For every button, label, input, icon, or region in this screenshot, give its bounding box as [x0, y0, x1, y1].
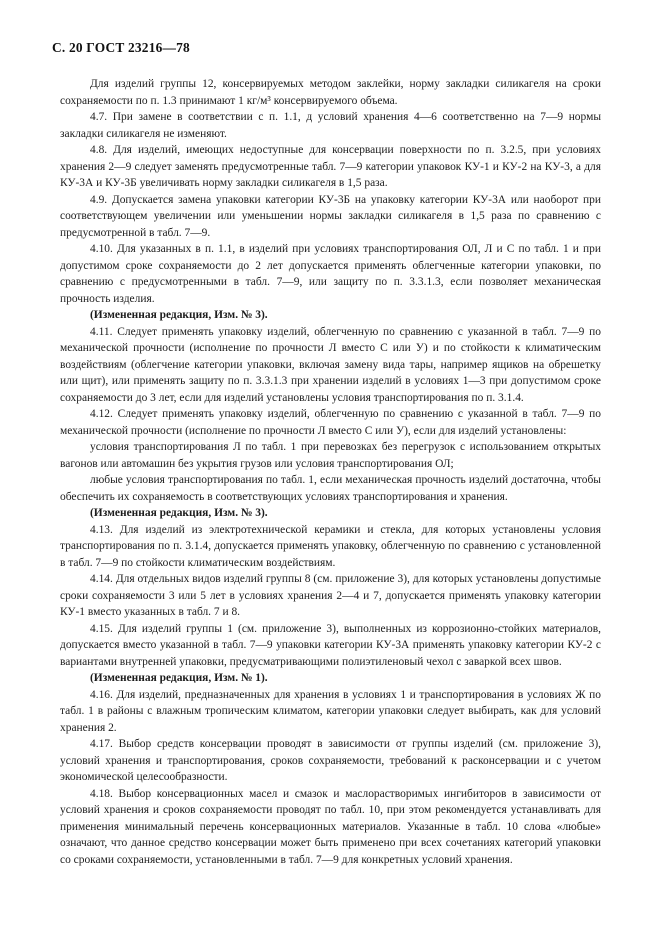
amendment-note: (Измененная редакция, Изм. № 3). — [90, 309, 268, 321]
paragraph-4-8: 4.8. Для изделий, имеющих недоступные для консервации поверхности по п. 3.2.5, при условиях хранения 2—9 следует заменять предусмотренные табл. 7—9 категории упаковок КУ-1 и КУ-2 на КУ-3, а для КУ-3А и КУ-3Б увеличивать норму закладки силикагеля в 1,5 раза. — [60, 144, 601, 189]
paragraph-4-15: 4.15. Для изделий группы 1 (см. приложение 3), выполненных из коррозионно-стойких материалов, допускается вместо указанной в табл. 7—9 упаковки категории КУ-3А применять упаковку категории КУ-2 с вариантами внутренней упаковки, предусматривающими полиэтиленовый чехол с заваркой всех швов. — [60, 622, 601, 668]
amendment-note: (Измененная редакция, Изм. № 3). — [90, 507, 268, 519]
paragraph-4-12-item-1: условия транспортирования Л по табл. 1 при перевозках без перегрузок с использованием открытых вагонов или автомашин без укрытия грузов или условия транспортирования ОЛ; — [60, 441, 601, 470]
paragraph-4-7: 4.7. При замене в соответствии с п. 1.1, д условий хранения 4—6 соответственно на 7—9 нормы закладки силикагеля не изменяют. — [60, 111, 601, 140]
paragraph-4-14: 4.14. Для отдельных видов изделий группы 8 (см. приложение 3), для которых установлены допустимые сроки сохраняемости 3 или 5 лет в условиях хранения 2—4 и 7, допускается применять упаковку категории КУ-1 вместо указанных в табл. 7 и 8. — [60, 573, 601, 618]
paragraph-4-9: 4.9. Допускается замена упаковки категории КУ-3Б на упаковку категории КУ-3А или наоборот при соответствующем увеличении или уменьшении нормы закладки силикагеля в 1,5 раза по сравнению с предусмотренной в табл. 7—9. — [60, 193, 601, 239]
paragraph-4-12-item-2: любые условия транспортирования по табл. 1, если механическая прочность изделий достаточна, чтобы обеспечить их сохраняемость в соответствующих условиях транспортирования и хранения. — [60, 474, 601, 503]
amendment-note: (Измененная редакция, Изм. № 1). — [90, 672, 268, 684]
paragraph-4-10: 4.10. Для указанных в п. 1.1, в изделий при условиях транспортирования ОЛ, Л и С по табл. 1 и при допустимом сроке сохраняемости до 2 лет допускается применять облегченные категории упаковки, по сравнению с предусмотренными в табл. 7—9, или защиту по п. 3.3.1.3, если позволяет механическая прочность изделия. — [60, 243, 601, 305]
paragraph-4-18: 4.18. Выбор консервационных масел и смазок и маслорастворимых ингибиторов в зависимости от условий хранения и сроков сохраняемости проводят по табл. 10, при этом рекомендуется устанавливать для применения минимальный перечень консервационных материалов. Указанные в табл. 10 слова «любые» означают, что данное средство консервации может быть применено при всех сочетаниях категорий упаковки со сроками сохраняемости, установленными в табл. 7—9 для конкретных условий хранения. — [60, 787, 601, 866]
document-body — [60, 76, 601, 868]
paragraph-4-12: 4.12. Следует применять упаковку изделий, облегченную по сравнению с указанной в табл. 7—9 по механической прочности (исполнение по прочности Л вместо С или У), если для изделий установлены: — [60, 408, 601, 437]
page-header: С. 20 ГОСТ 23216—78 — [52, 40, 190, 55]
paragraph-4-13: 4.13. Для изделий из электротехнической керамики и стекла, для которых установлены условия транспортирования по п. 3.1.4, допускается применять упаковку, облегченную по сравнению с установленной в табл. 7—9 по стойкости климатическим воздействиям. — [60, 523, 601, 569]
paragraph-4-17: 4.17. Выбор средств консервации проводят в зависимости от группы изделий (см. приложение 3), условий хранения и транспортирования, сроков сохраняемости, требований к расконсервации и с учетом экономической целесообразности. — [60, 738, 601, 783]
paragraph-4-6-cont: Для изделий группы 12, консервируемых методом заклейки, норму закладки силикагеля на сроки сохраняемости по п. 1.3 принимают 1 кг/м³ консервируемого объема. — [60, 78, 601, 107]
paragraph-4-16: 4.16. Для изделий, предназначенных для хранения в условиях 1 и транспортирования в условиях Ж по табл. 1 в районы с влажным тропическим климатом, категории упаковки следует выбирать, как для условий хранения 2. — [60, 688, 601, 734]
paragraph-4-11: 4.11. Следует применять упаковку изделий, облегченную по сравнению с указанной в табл. 7—9 по механической прочности (исполнение по прочности Л вместо С или У) и по стойкости к климатическим воздействиям (облегчение категории упаковки, включая замену вида тары, например ящиков на обрешетку или щит), или применять защиту по п. 3.3.1.3 при хранении изделий в условиях 1—3 при допустимом сроке сохраняемости до 3 лет, если для изделий установлены условия транспортирования по п. 3.1.4. — [60, 325, 601, 404]
